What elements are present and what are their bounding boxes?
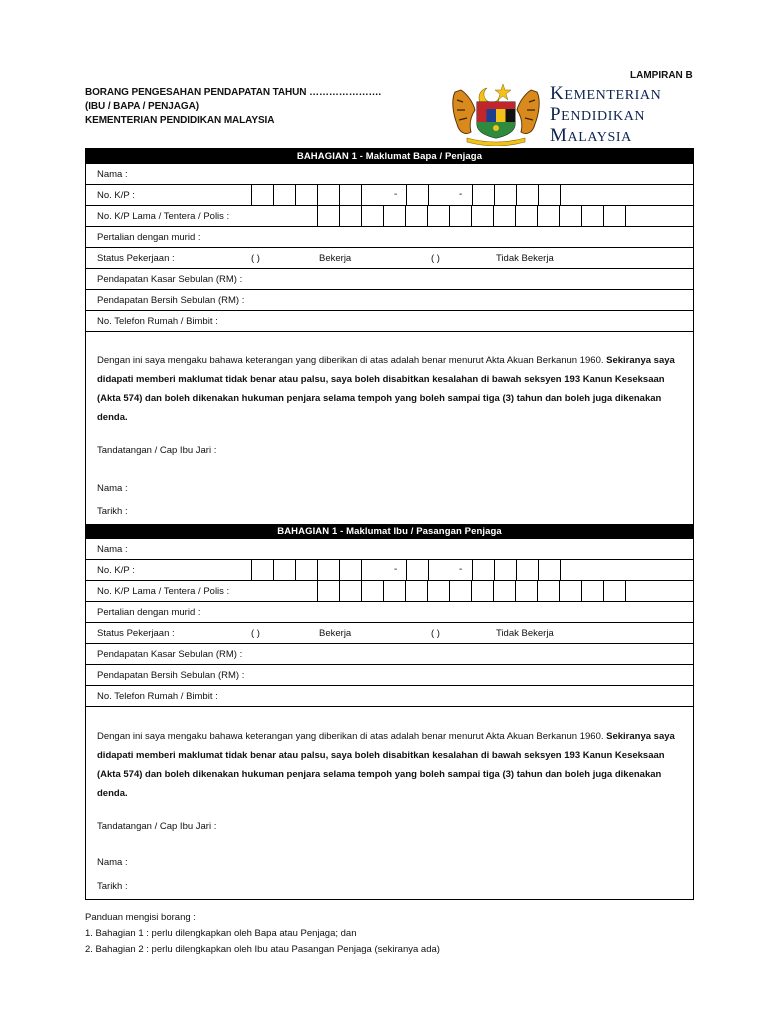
kp-lama-box[interactable] [471, 581, 494, 601]
s2-kp-lama-label: No. K/P Lama / Tentera / Polis : [97, 586, 230, 597]
kp-lama-box[interactable] [559, 581, 582, 601]
guide-item-1: 1. Bahagian 1 : perlu dilengkapkan oleh Bapa atau Penjaga; dan [85, 928, 357, 939]
s2-status-label: Status Pekerjaan : [97, 628, 175, 639]
kp-lama-box[interactable] [493, 206, 516, 226]
guide-title: Panduan mengisi borang : [85, 912, 196, 923]
kp-lama-box[interactable] [515, 206, 538, 226]
s1-kp-row[interactable] [86, 185, 693, 206]
kp-dash: - [459, 564, 463, 575]
kp-digit-box[interactable] [273, 185, 296, 205]
s2-pertalian-label: Pertalian dengan murid : [97, 607, 201, 618]
guide-item-2: 2. Bahagian 2 : perlu dilengkapkan oleh Ibu atau Pasangan Penjaga (sekiranya ada) [85, 944, 440, 955]
kp-lama-box[interactable] [537, 581, 560, 601]
s2-telefon-label: No. Telefon Rumah / Bimbit : [97, 691, 218, 702]
kp-digit-box[interactable] [516, 185, 539, 205]
s2-kasar-row[interactable] [86, 644, 693, 665]
s2-bersih-row[interactable] [86, 665, 693, 686]
kp-lama-box[interactable] [471, 206, 494, 226]
s1-nama-row[interactable] [86, 164, 693, 185]
s2-kasar-label: Pendapatan Kasar Sebulan (RM) : [97, 649, 243, 660]
kp-digit-box[interactable] [428, 560, 451, 580]
kp-lama-box[interactable] [317, 206, 340, 226]
bekerja-checkbox[interactable]: ( ) [251, 628, 260, 639]
kp-lama-box[interactable] [383, 206, 406, 226]
kp-digit-box[interactable] [428, 185, 451, 205]
s1-kp-lama-row[interactable] [86, 206, 693, 227]
kp-lama-box[interactable] [603, 206, 626, 226]
ministry-logo [447, 80, 687, 146]
section1-header: BAHAGIAN 1 - Maklumat Bapa / Penjaga [86, 149, 693, 164]
kp-digit-box[interactable] [538, 560, 561, 580]
s1-sig-nama-label: Nama : [97, 483, 128, 494]
kp-lama-box[interactable] [361, 206, 384, 226]
kp-digit-box[interactable] [295, 185, 318, 205]
s2-telefon-row[interactable] [86, 686, 693, 707]
filling-guide [85, 910, 440, 958]
s1-telefon-row[interactable] [86, 311, 693, 332]
s2-nama-label: Nama : [97, 544, 128, 555]
income-verification-form [85, 148, 694, 900]
form-title: BORANG PENGESAHAN PENDAPATAN TAHUN …………………. [85, 87, 382, 98]
kp-digit-box[interactable] [295, 560, 318, 580]
s1-signature-label: Tandatangan / Cap Ibu Jari : [97, 445, 217, 456]
kp-lama-box[interactable] [405, 206, 428, 226]
kp-digit-box[interactable] [494, 185, 517, 205]
kp-lama-box[interactable] [449, 206, 472, 226]
kp-digit-box[interactable] [361, 185, 384, 205]
kp-dash: - [394, 564, 398, 575]
kp-digit-box[interactable] [516, 560, 539, 580]
s1-status-row [86, 248, 693, 269]
kp-digit-box[interactable] [317, 185, 340, 205]
s1-kasar-label: Pendapatan Kasar Sebulan (RM) : [97, 274, 243, 285]
kp-lama-box[interactable] [515, 581, 538, 601]
tidak-bekerja-label: Tidak Bekerja [496, 253, 554, 264]
kp-lama-box[interactable] [339, 206, 362, 226]
s2-declaration: Dengan ini saya mengaku bahawa keterangan yang diberikan di atas adalah benar menurut Akta Akuan Berkanun 1960. Sekiranya saya didapati memberi maklumat tidak benar atau palsu, saya boleh disabitkan kesalahan di bawah seksyen 193 Kanun Keseksaan (Akta 574) dan boleh dikenakan hukuman penjara selama tempoh yang boleh sampai tiga (3) tahun dan boleh juga dikenakan denda. [97, 731, 675, 799]
section2-header: BAHAGIAN 1 - Maklumat Ibu / Pasangan Penjaga [86, 524, 693, 539]
kp-digit-box[interactable] [251, 560, 274, 580]
s2-signature-label: Tandatangan / Cap Ibu Jari : [97, 821, 217, 832]
kp-lama-box[interactable] [383, 581, 406, 601]
s1-pertalian-label: Pertalian dengan murid : [97, 232, 201, 243]
kp-digit-box[interactable] [273, 560, 296, 580]
kp-digit-box[interactable] [406, 560, 429, 580]
s2-tarikh-label: Tarikh : [97, 881, 128, 892]
kp-digit-box[interactable] [538, 185, 561, 205]
s2-kp-lama-row[interactable] [86, 581, 693, 602]
s2-status-row [86, 623, 693, 644]
coat-of-arms-icon [447, 80, 545, 146]
kp-lama-box[interactable] [405, 581, 428, 601]
bekerja-label: Bekerja [319, 628, 352, 639]
kp-digit-box[interactable] [339, 185, 362, 205]
kp-digit-box[interactable] [251, 185, 274, 205]
kp-digit-box[interactable] [317, 560, 340, 580]
kp-lama-box[interactable] [559, 206, 582, 226]
ministry-wordmark: KEMENTERIAN PENDIDIKAN MALAYSIA [550, 83, 662, 146]
kp-lama-box[interactable] [537, 206, 560, 226]
kp-lama-box[interactable] [427, 206, 450, 226]
kp-digit-box[interactable] [361, 560, 384, 580]
s2-kp-label: No. K/P : [97, 565, 135, 576]
tidak-bekerja-checkbox[interactable]: ( ) [431, 253, 440, 264]
s1-tarikh-label: Tarikh : [97, 506, 128, 517]
s2-bersih-label: Pendapatan Bersih Sebulan (RM) : [97, 670, 245, 681]
s1-status-label: Status Pekerjaan : [97, 253, 175, 264]
kp-digit-box[interactable] [339, 560, 362, 580]
kp-lama-box[interactable] [603, 581, 626, 601]
kp-lama-box[interactable] [493, 581, 516, 601]
s1-kp-lama-label: No. K/P Lama / Tentera / Polis : [97, 211, 230, 222]
bekerja-label: Bekerja [319, 253, 352, 264]
kp-dash: - [394, 189, 398, 200]
kp-digit-box[interactable] [472, 185, 495, 205]
kp-dash: - [459, 189, 463, 200]
s1-kasar-row[interactable] [86, 269, 693, 290]
s2-pertalian-row[interactable] [86, 602, 693, 623]
kp-digit-box[interactable] [472, 560, 495, 580]
s1-bersih-row[interactable] [86, 290, 693, 311]
s2-sig-nama-label: Nama : [97, 857, 128, 868]
lampiran-label: LAMPIRAN B [630, 70, 693, 81]
kp-digit-box[interactable] [406, 185, 429, 205]
form-ministry: KEMENTERIAN PENDIDIKAN MALAYSIA [85, 115, 275, 126]
bekerja-checkbox[interactable]: ( ) [251, 253, 260, 264]
s1-kp-label: No. K/P : [97, 190, 135, 201]
s1-declaration: Dengan ini saya mengaku bahawa keterangan yang diberikan di atas adalah benar menurut Akta Akuan Berkanun 1960. Sekiranya saya didapati memberi maklumat tidak benar atau palsu, saya boleh disabitkan kesalahan di bawah seksyen 193 Kanun Keseksaan (Akta 574) dan boleh dikenakan hukuman penjara selama tempoh yang boleh sampai tiga (3) tahun dan boleh juga dikenakan denda. [97, 355, 675, 423]
s1-nama-label: Nama : [97, 169, 128, 180]
kp-lama-box[interactable] [361, 581, 384, 601]
kp-lama-box[interactable] [581, 206, 604, 226]
kp-lama-box[interactable] [427, 581, 450, 601]
kp-lama-box[interactable] [449, 581, 472, 601]
s1-telefon-label: No. Telefon Rumah / Bimbit : [97, 316, 218, 327]
kp-lama-box[interactable] [339, 581, 362, 601]
tidak-bekerja-checkbox[interactable]: ( ) [431, 628, 440, 639]
tidak-bekerja-label: Tidak Bekerja [496, 628, 554, 639]
s2-nama-row[interactable] [86, 539, 693, 560]
kp-lama-box[interactable] [317, 581, 340, 601]
s1-bersih-label: Pendapatan Bersih Sebulan (RM) : [97, 295, 245, 306]
form-subtitle: (IBU / BAPA / PENJAGA) [85, 101, 199, 112]
kp-lama-box[interactable] [581, 581, 604, 601]
kp-digit-box[interactable] [494, 560, 517, 580]
form-header [85, 86, 381, 128]
s2-kp-row[interactable] [86, 560, 693, 581]
s1-pertalian-row[interactable] [86, 227, 693, 248]
